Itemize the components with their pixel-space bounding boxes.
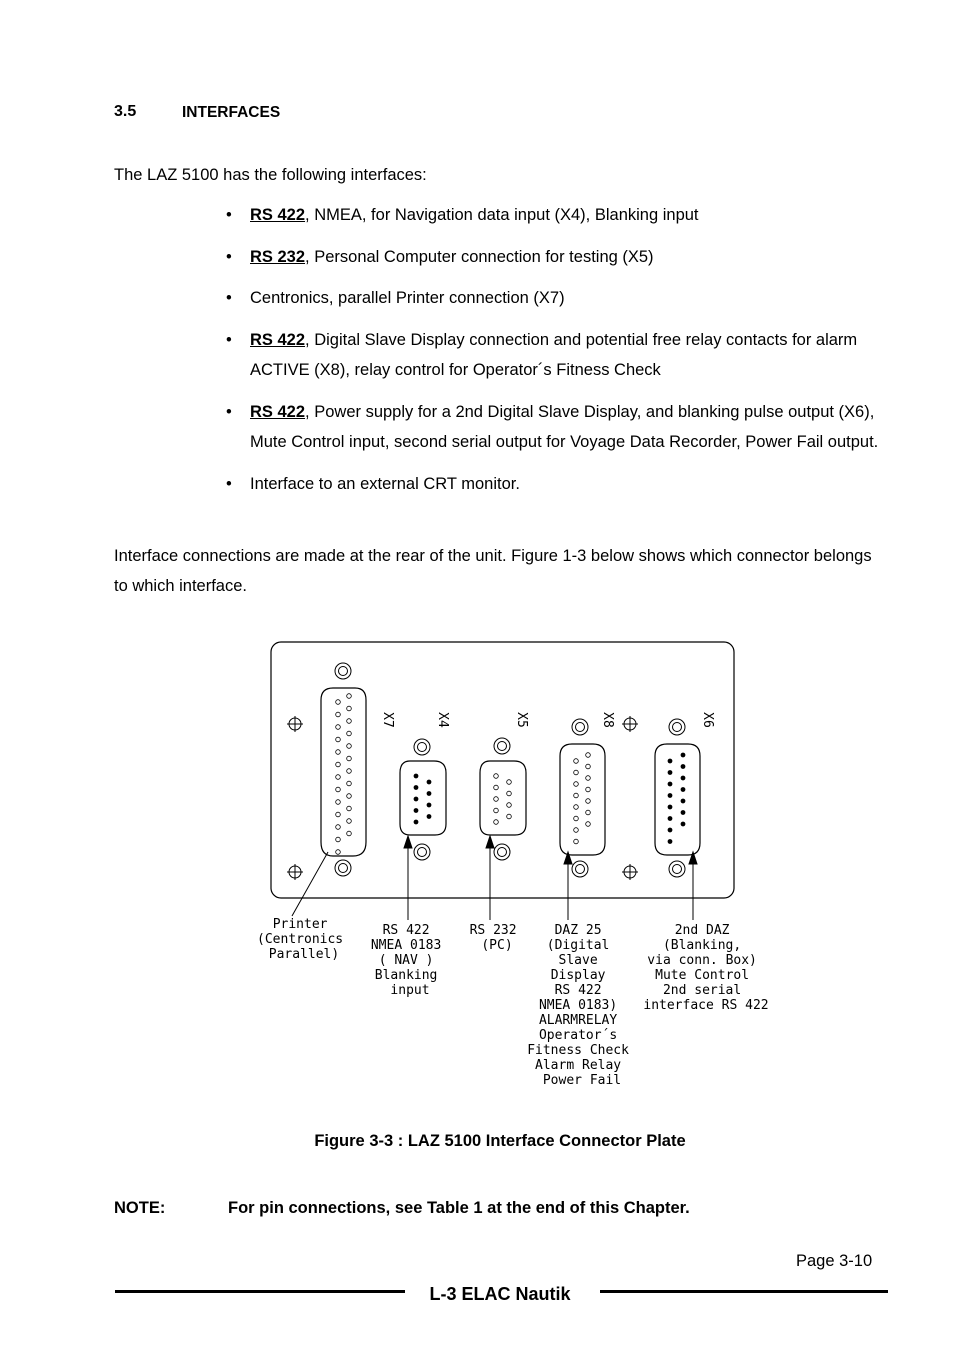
connector-x8-pin: [574, 839, 579, 844]
connector-x7-pin: [347, 794, 352, 799]
connector-x7-pin: [336, 737, 341, 742]
connector-x6-pin: [681, 765, 685, 769]
connector-x4-pin: [427, 792, 431, 796]
callout-x4: RS 422 NMEA 0183 ( NAV ) Blanking input: [370, 923, 442, 998]
connector-x7-pin: [347, 819, 352, 824]
connector-x6-pin: [681, 811, 685, 815]
connector-label-x7: X7: [380, 712, 395, 728]
callout-x8: DAZ 25 (Digital Slave Display RS 422 NMEA 0183) ALARMRELAY Operator´s Fitness Check Alarm Relay Power Fail: [527, 923, 629, 1088]
connector-x5-pin: [494, 808, 499, 813]
connector-x4-pin: [414, 820, 418, 824]
connector-x7-pin: [347, 781, 352, 786]
connector-x6-pin: [668, 828, 672, 832]
connector-x8-pin: [574, 759, 579, 764]
connector-x8-pin: [586, 822, 591, 827]
connector-x8-pin: [586, 776, 591, 781]
connector-x8-pin: [574, 793, 579, 798]
connector-x7-pin: [336, 812, 341, 817]
callout-x5: RS 232 (PC): [469, 923, 517, 953]
list-item-lead: RS 422: [250, 330, 306, 349]
screw-icon: [414, 739, 430, 755]
intro-text: The LAZ 5100 has the following interfaces:: [114, 166, 427, 184]
connector-x8-pin: [586, 810, 591, 815]
connector-x8-shell: [560, 744, 605, 855]
bullet-icon: •: [226, 402, 232, 421]
list-item-text: , Power supply for a 2nd Digital Slave Display, and blanking pulse output (X6), Mute Control input, second serial output for Voyage Data Recorder, Power Fail output.: [250, 402, 879, 451]
figure-caption: Figure 3-3 : LAZ 5100 Interface Connector Plate: [314, 1132, 686, 1150]
note-label: NOTE:: [114, 1199, 166, 1217]
connector-x5-pin: [507, 791, 512, 796]
section-title: INTERFACES: [182, 104, 281, 121]
connector-x8-pin: [574, 782, 579, 787]
list-item-text: Interface to an external CRT monitor.: [250, 474, 520, 493]
connector-x6-pin: [681, 776, 685, 780]
connector-label-x8: X8: [600, 712, 615, 728]
connector-x7-pin: [347, 744, 352, 749]
connector-x7-pin: [336, 837, 341, 842]
connector-x6-pin: [668, 805, 672, 809]
connector-x5-shell: [480, 761, 526, 835]
callout-printer: Printer (Centronics Parallel): [257, 917, 344, 962]
connector-x5-pin: [494, 820, 499, 825]
screw-icon: [335, 663, 351, 679]
connector-x7-pin: [336, 700, 341, 705]
screw-icon: [494, 738, 510, 754]
connector-x5-pin: [494, 797, 499, 802]
connector-x8-pin: [586, 753, 591, 758]
connector-x5-pin: [494, 785, 499, 790]
connector-x6-pin: [668, 817, 672, 821]
connector-x6-pin: [681, 822, 685, 826]
connector-x4-pin: [414, 786, 418, 790]
bullet-icon: •: [226, 247, 232, 266]
screw-icon: [572, 861, 588, 877]
list-item-text: Centronics, parallel Printer connection (X7): [250, 289, 565, 307]
connector-x7-pin: [347, 831, 352, 836]
connector-x4-pin: [427, 780, 431, 784]
connector-x4-pin: [427, 815, 431, 819]
connector-x4-shell: [400, 761, 446, 835]
callout-x6: 2nd DAZ (Blanking, via conn. Box) Mute Control 2nd serial interface RS 422: [643, 923, 769, 1013]
connector-label-x6: X6: [700, 712, 715, 728]
connector-x5-pin: [507, 803, 512, 808]
connector-x6-pin: [681, 753, 685, 757]
list-item-text: , NMEA, for Navigation data input (X4), Blanking input: [305, 206, 699, 224]
connector-x7-pin: [336, 850, 341, 855]
arrow-icon: [486, 836, 494, 848]
connector-x7-pin: [336, 775, 341, 780]
connector-x7-pin: [347, 769, 352, 774]
connector-x4-pin: [427, 803, 431, 807]
connector-x7-pin: [347, 756, 352, 761]
section-number: 3.5: [114, 103, 137, 120]
connector-x7-pin: [336, 825, 341, 830]
connector-x6-pin: [668, 840, 672, 844]
connector-x7-pin: [347, 694, 352, 699]
screw-icon: [572, 719, 588, 735]
connector-x8-pin: [574, 816, 579, 821]
connector-x6-pin: [681, 788, 685, 792]
note-text: For pin connections, see Table 1 at the end of this Chapter.: [228, 1199, 690, 1217]
connector-label-x4: X4: [435, 712, 450, 728]
connector-x7-pin: [336, 800, 341, 805]
crosshair-icon: [622, 716, 638, 732]
connector-x6-pin: [668, 794, 672, 798]
connector-x4-pin: [414, 797, 418, 801]
connector-x5-pin: [507, 780, 512, 785]
rear-connections-paragraph: Interface connections are made at the rear of the unit. Figure 1-3 below shows which connector belongs to which interface.: [114, 547, 872, 595]
footer-company: L-3 ELAC Nautik: [429, 1284, 571, 1304]
connector-x4-pin: [414, 774, 418, 778]
screw-icon: [669, 719, 685, 735]
list-item-lead: RS 422: [250, 206, 306, 224]
list-item-lead: RS 422: [250, 402, 306, 421]
connector-x7-pin: [336, 712, 341, 717]
connector-x6-pin: [668, 771, 672, 775]
bullet-icon: •: [226, 330, 232, 349]
connector-x6-pin: [668, 782, 672, 786]
connector-label-x5: X5: [514, 712, 529, 728]
connector-x7-pin: [336, 762, 341, 767]
list-item-text: , Digital Slave Display connection and potential free relay contacts for alarm ACTIVE (X8), relay control for Operator´s Fitness Check: [250, 330, 858, 379]
printer-leader-line: [292, 852, 328, 916]
connector-x8-pin: [574, 770, 579, 775]
connector-x6-pin: [681, 799, 685, 803]
connector-x4-pin: [414, 809, 418, 813]
connector-x8-pin: [586, 764, 591, 769]
connector-x8-pin: [586, 787, 591, 792]
connector-x6-pin: [668, 759, 672, 763]
connector-x5-pin: [494, 774, 499, 779]
arrow-icon: [404, 836, 412, 848]
crosshair-icon: [622, 864, 638, 880]
connector-x7-pin: [347, 806, 352, 811]
connector-x7-pin: [347, 719, 352, 724]
connector-x6-shell: [655, 744, 700, 855]
connector-x8-pin: [574, 805, 579, 810]
connector-x7-pin: [347, 706, 352, 711]
crosshair-icon: [287, 716, 303, 732]
crosshair-icon: [287, 864, 303, 880]
connector-x7-pin: [336, 787, 341, 792]
screw-icon: [669, 861, 685, 877]
arrow-icon: [689, 852, 697, 864]
connector-x7-shell: [321, 688, 366, 856]
connector-x8-pin: [586, 799, 591, 804]
screw-icon: [335, 860, 351, 876]
connector-x7-pin: [336, 750, 341, 755]
connector-x7-pin: [336, 725, 341, 730]
bullet-icon: •: [226, 206, 232, 224]
bullet-icon: •: [226, 474, 232, 493]
connector-x7-pin: [347, 731, 352, 736]
list-item-lead: RS 232: [250, 247, 306, 266]
page-number: Page 3-10: [796, 1252, 873, 1270]
connector-x5-pin: [507, 814, 512, 819]
screw-icon: [494, 844, 510, 860]
connector-x8-pin: [574, 828, 579, 833]
list-item-text: , Personal Computer connection for testing (X5): [305, 247, 654, 266]
bullet-icon: •: [226, 289, 232, 307]
screw-icon: [414, 844, 430, 860]
